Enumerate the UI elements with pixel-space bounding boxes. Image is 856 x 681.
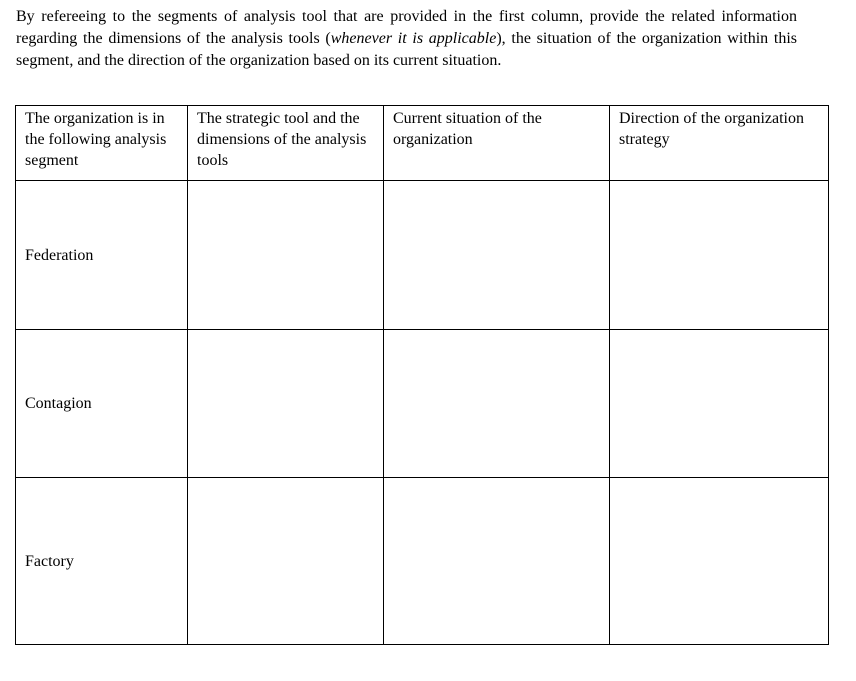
header-current-situation: Current situation of the organization xyxy=(384,106,610,181)
instructions-emphasis: whenever it is applicable xyxy=(330,30,497,47)
table-row xyxy=(16,478,829,645)
current-situation-cell[interactable] xyxy=(384,181,610,330)
strategic-tool-cell[interactable] xyxy=(188,478,384,645)
table-header-row xyxy=(16,106,829,181)
strategic-tool-cell[interactable] xyxy=(188,181,384,330)
segment-cell: Contagion xyxy=(16,330,188,478)
analysis-table xyxy=(15,105,829,645)
instructions-text-2: ), the situation of the organization within this segment, and the direction of the organization based on its current situation. xyxy=(16,30,798,69)
table-row xyxy=(16,181,829,330)
header-direction: Direction of the organization strategy xyxy=(610,106,829,181)
strategic-tool-cell[interactable] xyxy=(188,330,384,478)
instructions-paragraph xyxy=(16,6,797,72)
segment-cell: Factory xyxy=(16,478,188,645)
direction-cell[interactable] xyxy=(610,330,829,478)
current-situation-cell[interactable] xyxy=(384,330,610,478)
header-strategic-tool: The strategic tool and the dimensions of the analysis tools xyxy=(188,106,384,181)
table-row xyxy=(16,330,829,478)
segment-cell: Federation xyxy=(16,181,188,330)
direction-cell[interactable] xyxy=(610,478,829,645)
direction-cell[interactable] xyxy=(610,181,829,330)
current-situation-cell[interactable] xyxy=(384,478,610,645)
instructions-text-1: By refereeing to the segments of analysis tool that are provided in the first column, provide the related information regarding the dimensions of the analysis tools ( xyxy=(16,8,797,47)
header-segment: The organization is in the following analysis segment xyxy=(16,106,188,181)
